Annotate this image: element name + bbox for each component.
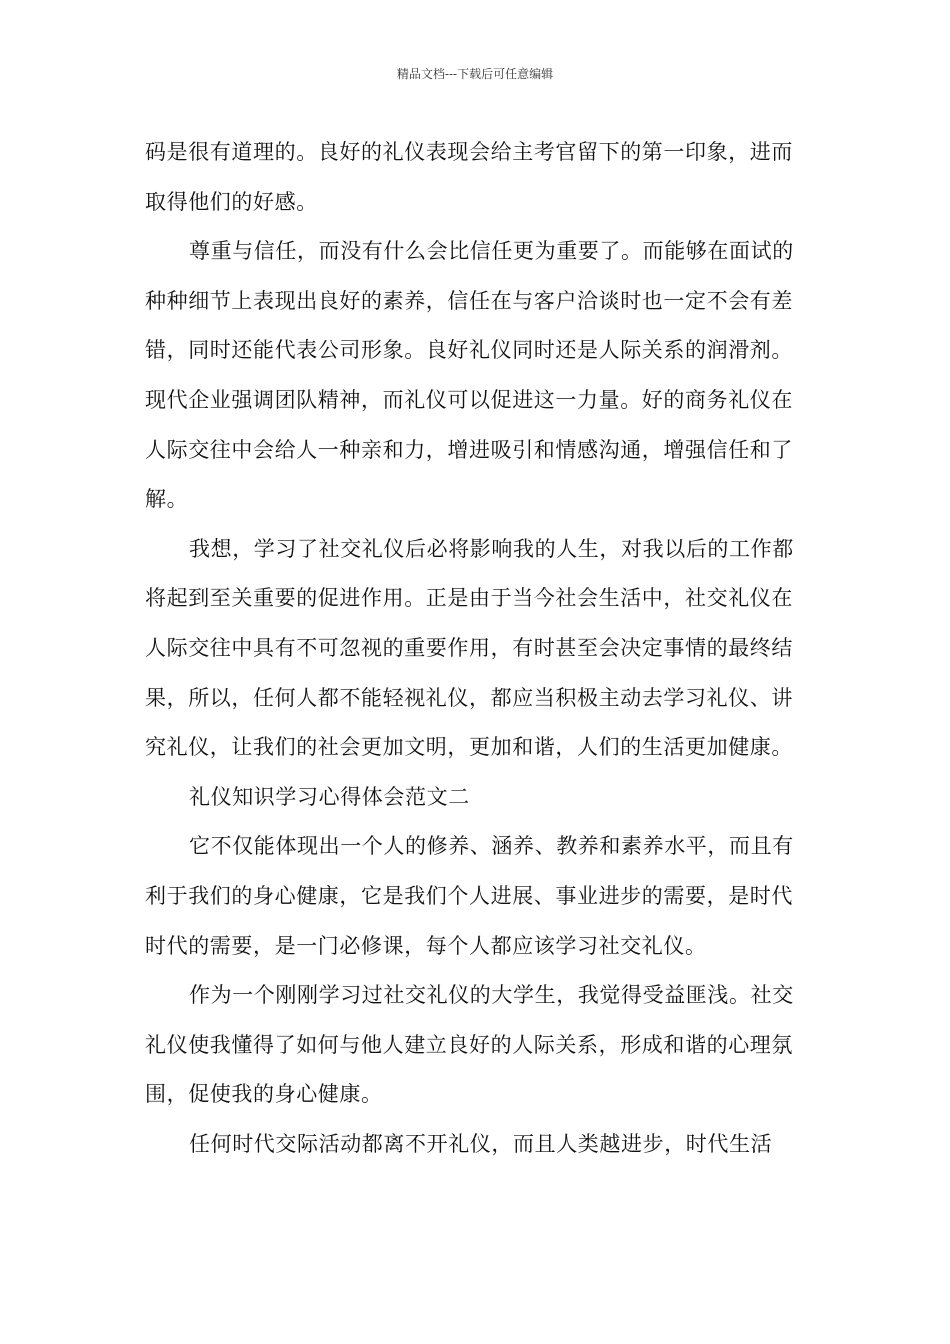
- document-body: [145, 128, 809, 1169]
- section-heading: 礼仪知识学习心得体会范文二: [189, 784, 470, 809]
- paragraph-2: 尊重与信任，而没有什么会比信任更为重要了。而能够在面试的种种细节上表现出良好的素养，信任在与客户洽谈时也一定不会有差错，同时还能代表公司形象。良好礼仪同时还是人际关系的润滑剂。现代企业强调团队精神，而礼仪可以促进这一力量。好的商务礼仪在人际交往中会给人一种亲和力，增进吸引和情感沟通，增强信任和了解。: [145, 239, 794, 512]
- paragraph-3: 我想，学习了社交礼仪后必将影响我的人生，对我以后的工作都将起到至关重要的促进作用。正是由于当今社会生活中，社交礼仪在人际交往中具有不可忽视的重要作用，有时甚至会决定事情的最终结果，所以，任何人都不能轻视礼仪，都应当积极主动去学习礼仪、讲究礼仪，让我们的社会更加文明，更加和谐，人们的生活更加健康。: [145, 536, 794, 760]
- paragraph-4: 它不仅能体现出一个人的修养、涵养、教养和素养水平，而且有利于我们的身心健康，它是我们个人进展、事业进步的需要，是时代时代的需要，是一门必修课，每个人都应该学习社交礼仪。: [145, 834, 794, 958]
- paragraph-1: 码是很有道理的。良好的礼仪表现会给主考官留下的第一印象，进而取得他们的好感。: [145, 140, 793, 214]
- page-header: 精品文档---下载后可任意编辑: [396, 67, 554, 81]
- paragraph-6: 任何时代交际活动都离不开礼仪，而且人类越进步，时代生活: [189, 1131, 773, 1156]
- paragraph-5: 作为一个刚刚学习过社交礼仪的大学生，我觉得受益匪浅。社交礼仪使我懂得了如何与他人建立良好的人际关系，形成和谐的心理氛围，促使我的身心健康。: [145, 983, 794, 1107]
